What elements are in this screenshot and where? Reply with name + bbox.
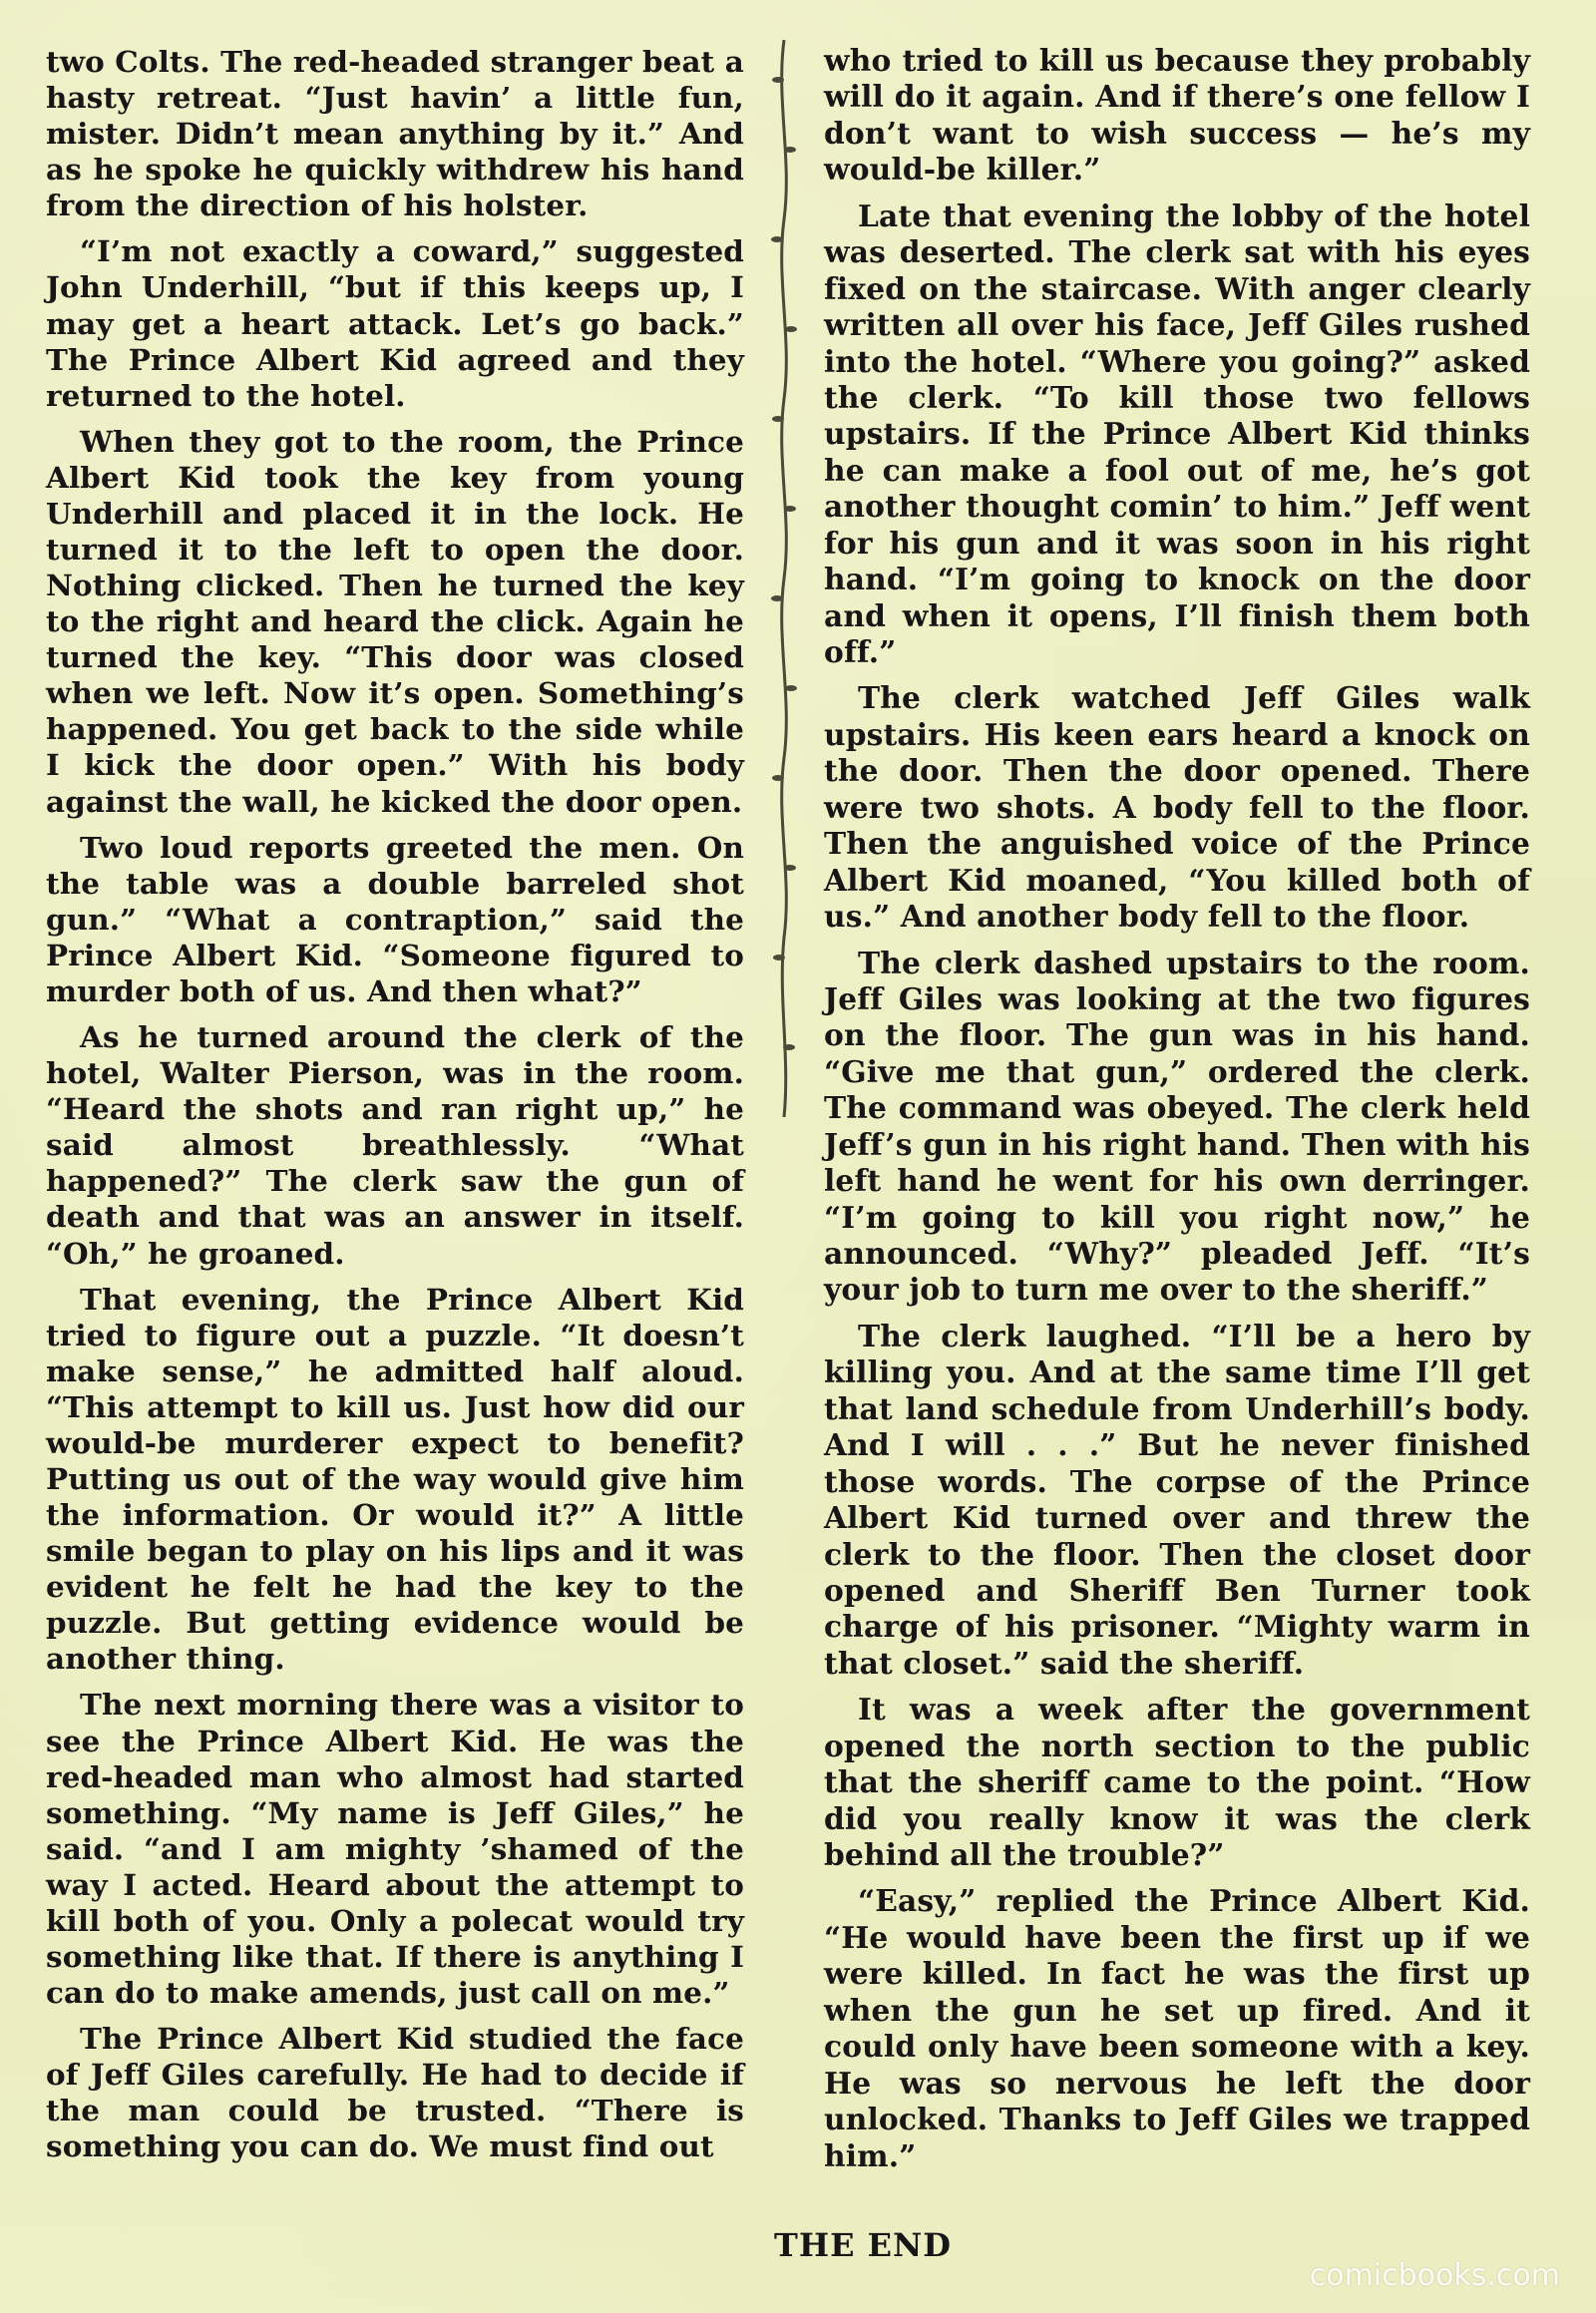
site-watermark: comicbooks.com [1309, 2258, 1560, 2293]
paragraph: “Easy,” replied the Prince Albert Kid. “He would have been the first up if we were killed. In fact he was the first up when the gun he set up fired. And it could only have been someone with a key. He was so nervous he left the door unlocked. Thanks to Jeff Giles we trapped him.” [824, 1884, 1530, 2174]
paragraph: Late that evening the lobby of the hotel was deserted. The clerk sat with his eyes fixed on the staircase. With anger clearly written all over his face, Jeff Giles rushed into the hotel. “Where you going?” asked the clerk. “To kill those two fellows upstairs. If the Prince Albert Kid thinks he can make a fool out of me, he’s got another thought comin’ to him.” Jeff went for his gun and it was soon in his right hand. “I’m going to knock on the door and when it opens, I’ll finish them both off.” [824, 198, 1530, 670]
paragraph: As he turned around the clerk of the hotel, Walter Pierson, was in the room. “Heard the shots and ran right up,” he said almost breathlessly. “What happened?” The clerk saw the gun of death and that was an answer in itself. “Oh,” he groaned. [46, 1019, 744, 1271]
paragraph: The next morning there was a visitor to see the Prince Albert Kid. He was the red-headed man who almost had started something. “My name is Jeff Giles,” he said. “and I am mighty ’shamed of the way I acted. Heard about the attempt to kill both of you. Only a polecat would try something like that. If there is anything I can do to make amends, just call on me.” [46, 1687, 744, 2011]
paragraph: who tried to kill us because they probably will do it again. And if there’s one fellow I don’t want to wish success — he’s my would-be killer.” [824, 44, 1530, 189]
paragraph: When they got to the room, the Prince Albert Kid took the key from young Underhill and placed it in the lock. He turned it to the left to open the door. Nothing clicked. Then he turned the key to the right and heard the click. Again he turned the key. “This door was closed when we left. Now it’s open. Something’s happened. You get back to the side while I kick the door open.” With his body against the wall, he kicked the door open. [46, 423, 744, 819]
decorative-vine-divider [770, 40, 798, 1117]
paragraph: The clerk watched Jeff Giles walk upstairs. His keen ears heard a knock on the door. Then the door opened. There were two shots. A body fell to the floor. Then the anguished voice of the Prince Albert Kid moaned, “You killed both of us.” And another body fell to the floor. [824, 681, 1530, 936]
paragraph: Two loud reports greeted the men. On the table was a double barreled shot gun.” “What a contraption,” said the Prince Albert Kid. “Someone figured to murder both of us. And then what?” [46, 829, 744, 1008]
paragraph: The clerk laughed. “I’ll be a hero by killing you. And at the same time I’ll get that land schedule from Underhill’s body. And I will . . .” But he never finished those words. The corpse of the Prince Albert Kid turned over and threw the clerk to the floor. Then the closet door opened and Sheriff Ben Turner took charge of his prisoner. “Mighty warm in that closet.” said the sheriff. [824, 1319, 1530, 1682]
paragraph: The clerk dashed upstairs to the room. Jeff Giles was looking at the two figures on the floor. The gun was in his hand. “Give me that gun,” ordered the clerk. The command was obeyed. The clerk held Jeff’s gun in his right hand. Then with his left hand he went for his own derringer. “I’m going to kill you right now,” he announced. “Why?” pleaded Jeff. “It’s your job to turn me over to the sheriff.” [824, 946, 1530, 1309]
paragraph: two Colts. The red-headed stranger beat a hasty retreat. “Just havin’ a little fun, mister. Didn’t mean anything by it.” And as he spoke he quickly withdrew his hand from the direction of his holster. [46, 44, 744, 223]
right-text-column [824, 44, 1530, 2185]
left-text-column [46, 44, 744, 2174]
paragraph: “I’m not exactly a coward,” suggested John Underhill, “but if this keeps up, I may get a heart attack. Let’s go back.” The Prince Albert Kid agreed and they returned to the hotel. [46, 233, 744, 413]
paragraph: The Prince Albert Kid studied the face of Jeff Giles carefully. He had to decide if the man could be trusted. “There is something you can do. We must find out [46, 2021, 744, 2164]
story-ending: THE END [774, 2226, 952, 2264]
paragraph: That evening, the Prince Albert Kid tried to figure out a puzzle. “It doesn’t make sense,” he admitted half aloud. “This attempt to kill us. Just how did our would-be murderer expect to benefit? Putting us out of the way would give him the information. Or would it?” A little smile began to play on his lips and it was evident he felt he had the key to the puzzle. But getting evidence would be another thing. [46, 1281, 744, 1677]
paragraph: It was a week after the government opened the north section to the public that the sheriff came to the point. “How did you really know it was the clerk behind all the trouble?” [824, 1693, 1530, 1873]
